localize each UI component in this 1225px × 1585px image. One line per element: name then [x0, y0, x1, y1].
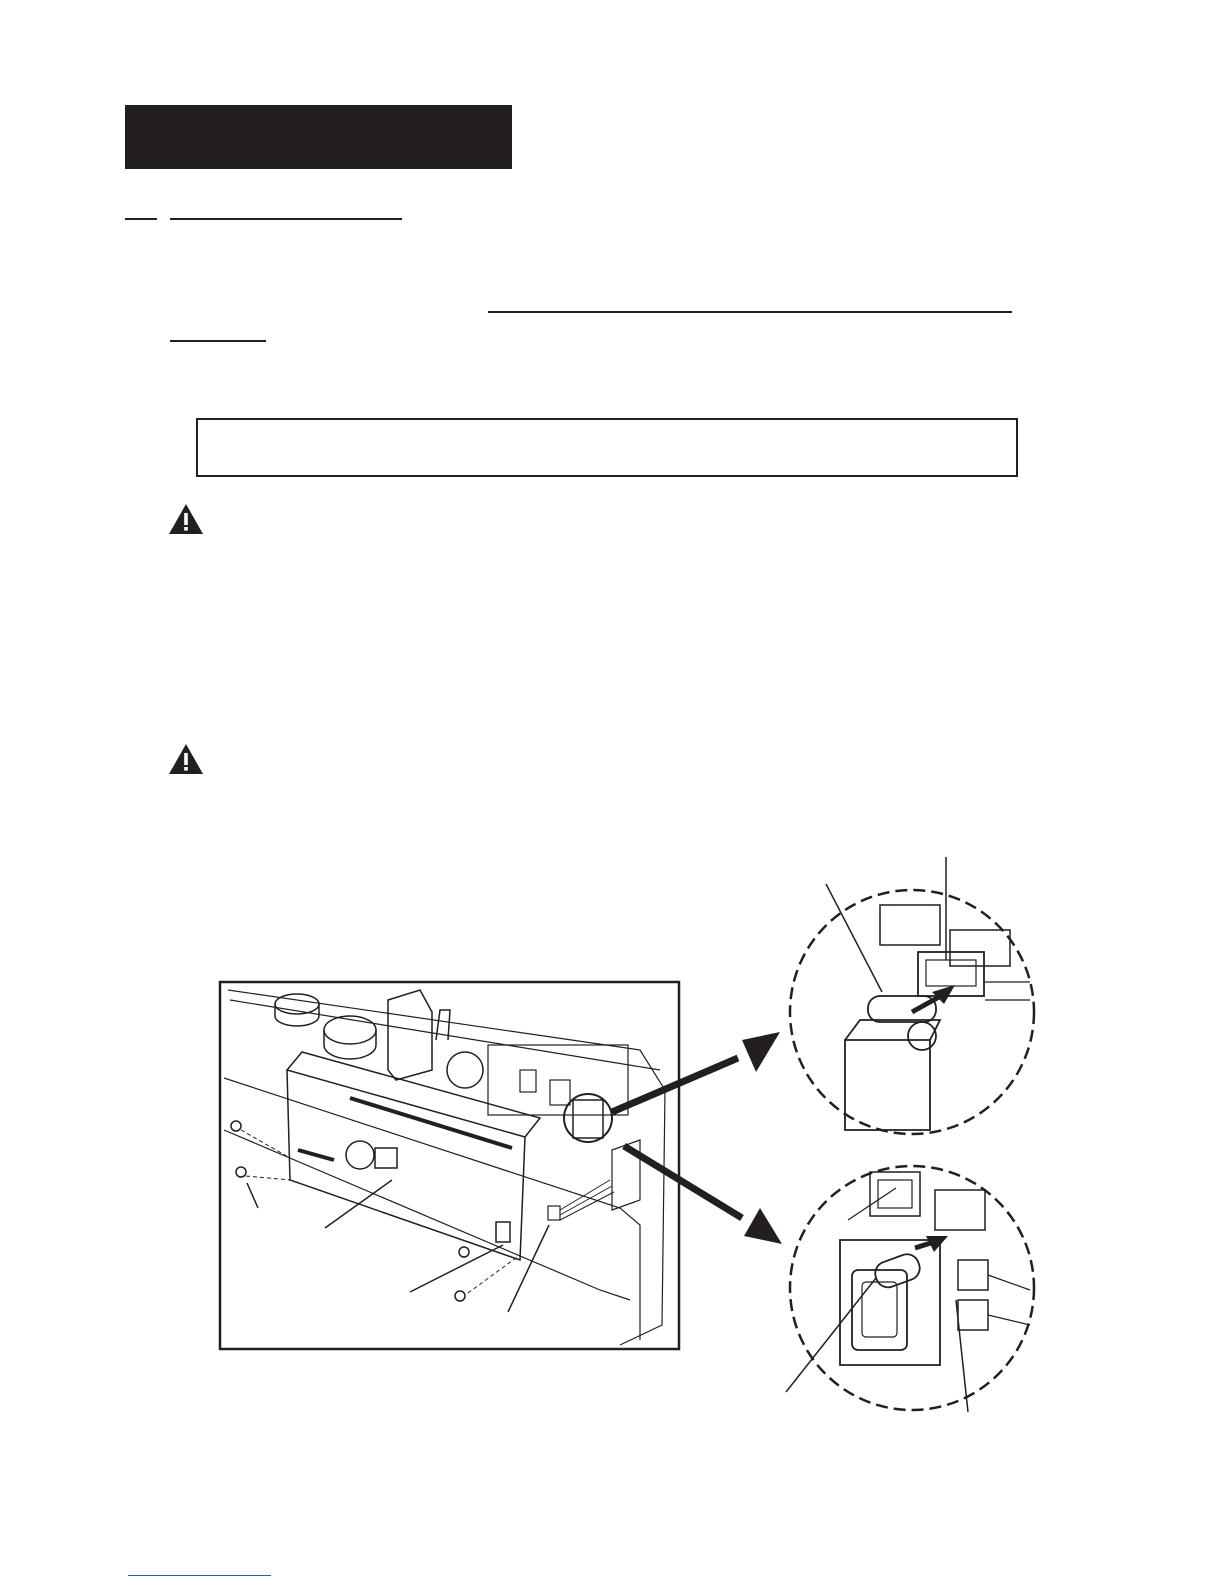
footer-link-rule — [128, 1575, 271, 1576]
